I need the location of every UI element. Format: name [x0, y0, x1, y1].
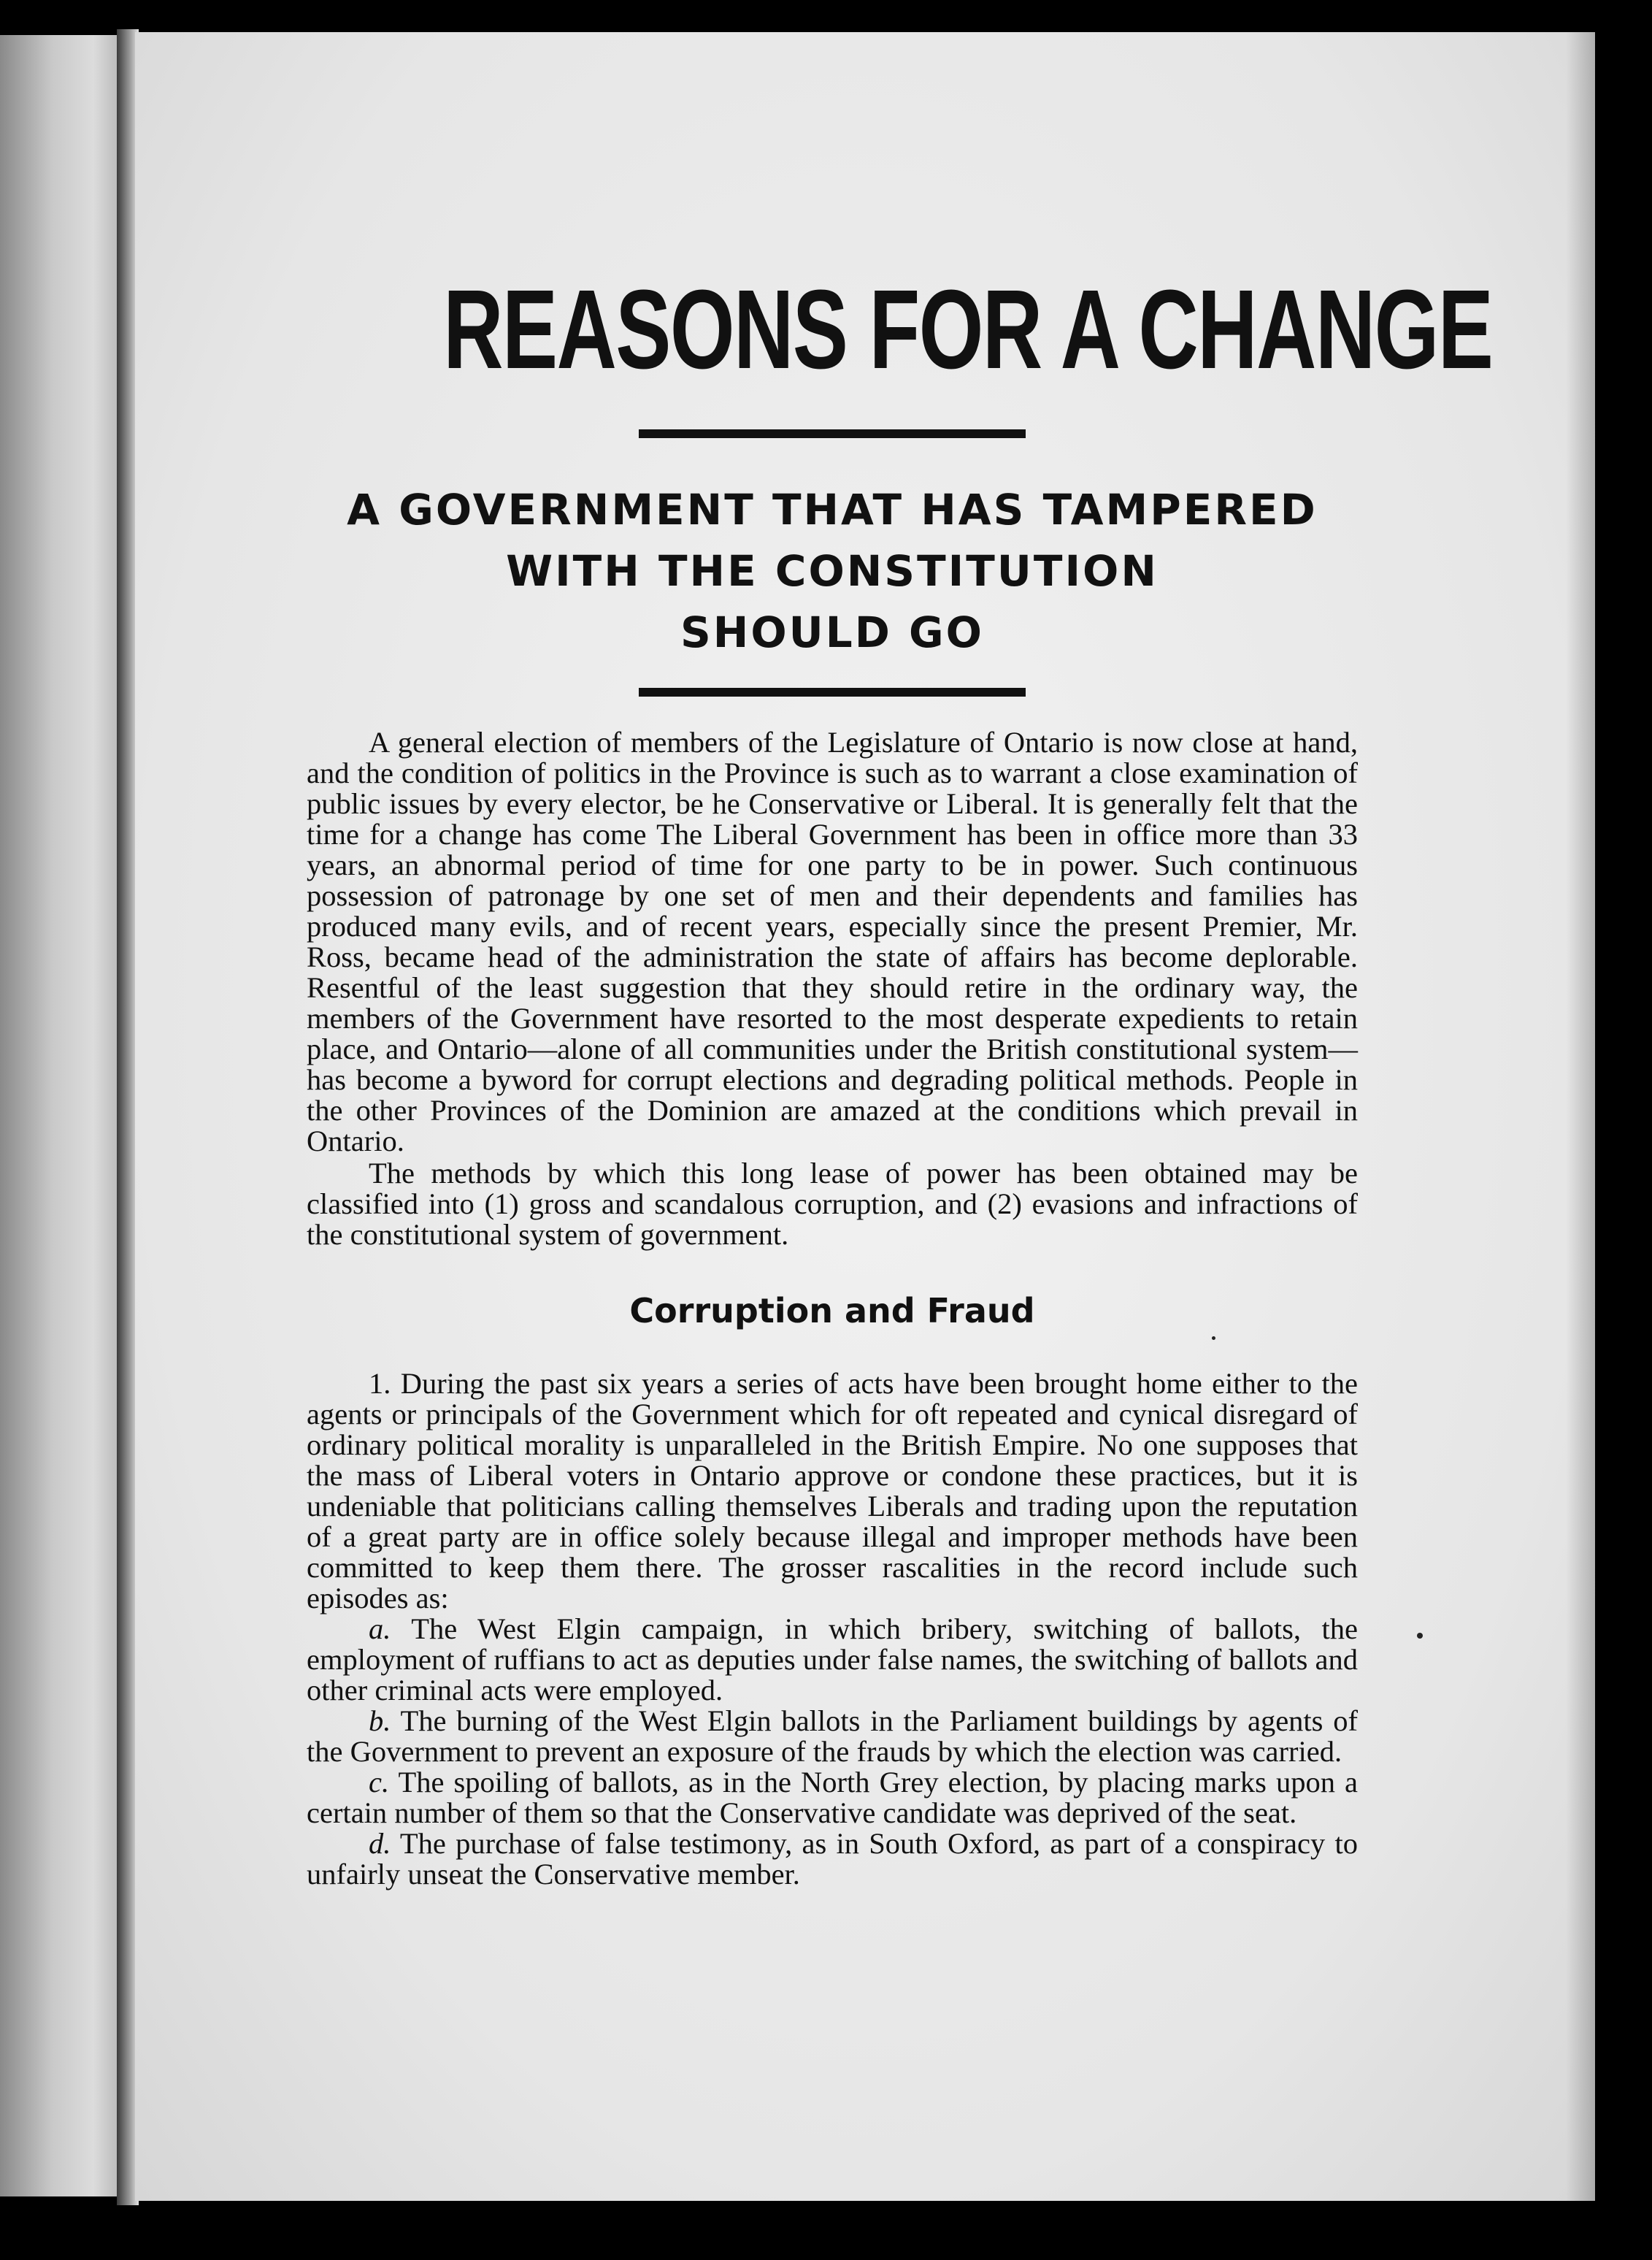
list-item-d	[307, 1828, 1358, 1890]
document-subtitle	[307, 479, 1358, 663]
list-item-letter: b.	[369, 1704, 391, 1737]
ink-speck	[1212, 1336, 1215, 1340]
list-item-text: The spoiling of ballots, as in the North Grey election, by placing marks upon a certain number of them so that the Conservative candidate was deprived of the seat.	[307, 1766, 1359, 1829]
section-heading: Corruption and Fraud	[629, 1291, 1035, 1330]
list-item-text: The purchase of false testimony, as in South Oxford, as part of a conspiracy to unfairly unseat the Conservative member.	[307, 1827, 1358, 1891]
page-content	[307, 267, 1493, 1891]
methods-paragraph: The methods by which this long lease of power has been obtained may be classified into (1) gross and scandalous corruption, and (2) evasions and infractions of the constitutional system of government.	[307, 1157, 1358, 1251]
ink-speck	[1417, 1633, 1423, 1639]
list-item-c	[307, 1767, 1358, 1828]
facing-page-edge	[0, 35, 117, 2196]
document-title: REASONS FOR A CHANGE	[443, 267, 1493, 392]
list-item-letter: a.	[369, 1612, 391, 1645]
list-item-text: The West Elgin campaign, in which bribery, switching of ballots, the employment of ruffians to act as deputies under false names, the switching of ballots and other criminal acts were employed.	[307, 1612, 1359, 1707]
title-rule-bottom	[639, 688, 1026, 697]
subtitle-line-2: WITH THE CONSTITUTION	[506, 546, 1159, 596]
list-item-letter: c.	[369, 1766, 390, 1799]
list-item-text: The burning of the West Elgin ballots in the Parliament buildings by agents of the Government to prevent an exposure of the frauds by which the election was carried.	[307, 1704, 1358, 1768]
intro-paragraph: A general election of members of the Legislature of Ontario is now close at hand, and the condition of politics in the Province is such as to warrant a close examination of public issues by every elector, be he Conservative or Liberal. It is generally felt that the time for a change has come The Liberal Government has been in office more than 33 years, an abnormal period of time for one party to be in power. Such continuous possession of patronage by one set of men and their dependents and families has produced many evils, and of recent years, especially since the present Premier, Mr. Ross, became head of the administration the state of affairs has become deplorable. Resentful of the least suggestion that they should retire in the ordinary way, the members of the Government have resorted to the most desperate expedients to retain place, and Ontario—alone of all communities under the British constitutional system—has become a byword for corrupt elections and degrading political methods. People in the other Provinces of the Dominion are amazed at the conditions which prevail in Ontario.	[307, 726, 1358, 1157]
list-item-b	[307, 1706, 1358, 1767]
subtitle-line-3: SHOULD GO	[680, 608, 984, 657]
subtitle-line-1: A GOVERNMENT THAT HAS TAMPERED	[347, 485, 1318, 535]
title-rule-top	[639, 429, 1026, 438]
page-right-edge-shadow	[1566, 32, 1595, 2201]
document-page	[135, 32, 1595, 2201]
list-item-a	[307, 1614, 1358, 1706]
section-intro-paragraph: 1. During the past six years a series of acts have been brought home either to the agents or principals of the Government which for oft repeated and cynical disregard of ordinary political morality is unparalleled in the British Empire. No one supposes that the mass of Liberal voters in Ontario approve or condone these practices, but it is undeniable that politicians calling themselves Liberals and trading upon the reputation of a great party are in office solely because illegal and improper methods have been committed to keep them there. The grosser rascalities in the record include such episodes as:	[307, 1367, 1358, 1614]
list-item-letter: d.	[369, 1827, 391, 1860]
